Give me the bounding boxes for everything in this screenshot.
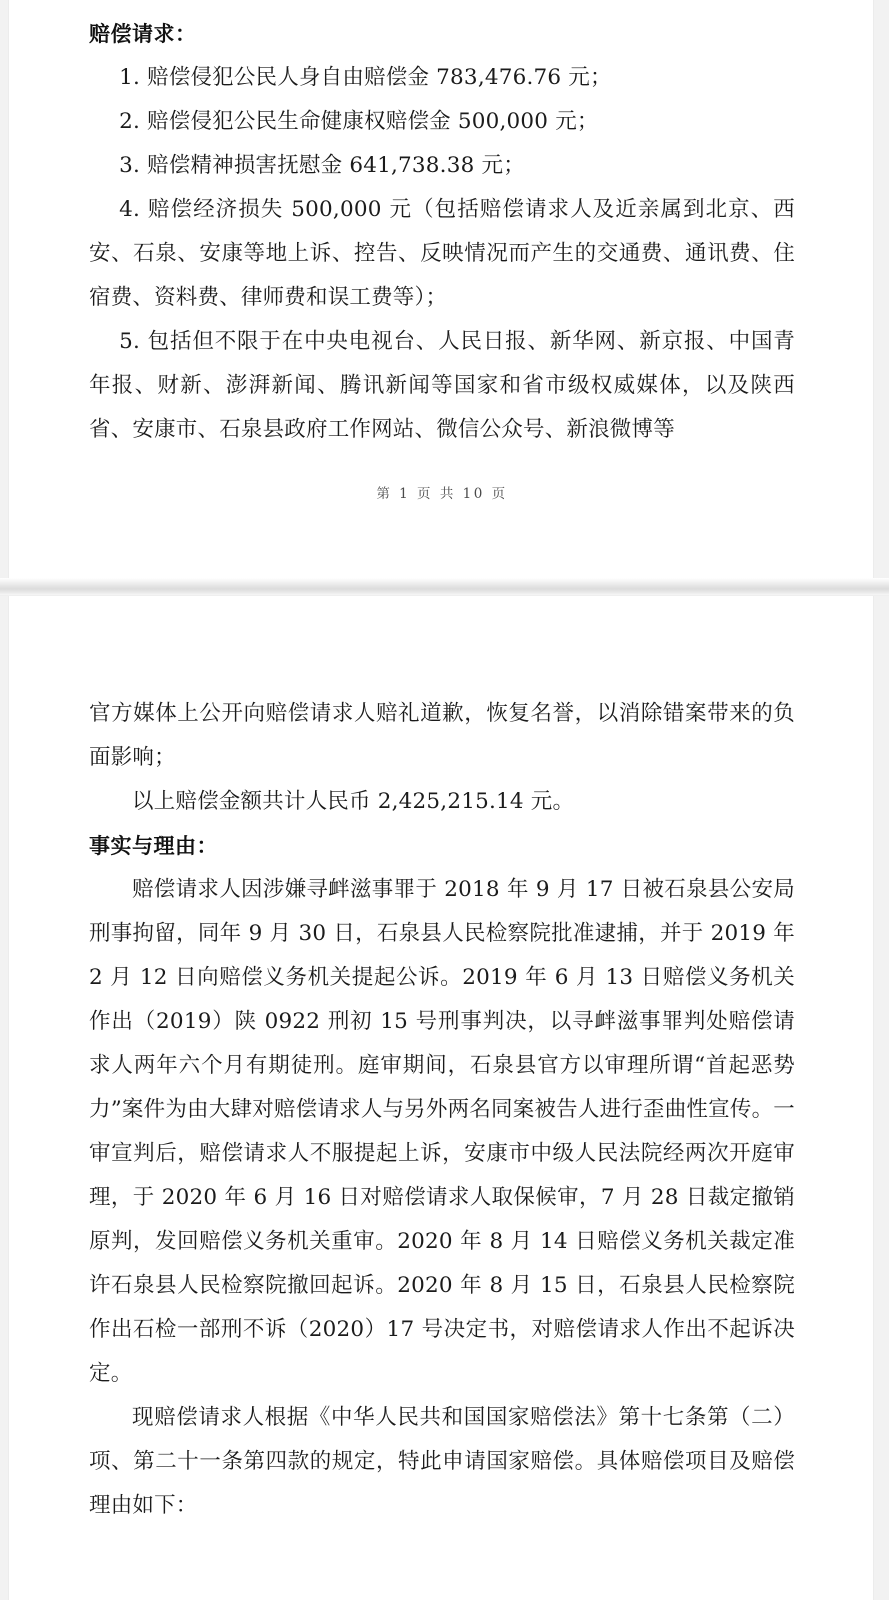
claim-item-4: 4. 赔偿经济损失 500,000 元（包括赔偿请求人及近亲属到北京、西安、石泉、安康等地上诉、控告、反映情况而产生的交通费、通讯费、住宿费、资料费、律师费和误工费等）；: [89, 197, 795, 310]
document-page-2: [8, 596, 874, 1600]
total-compensation-amount: 以上赔偿金额共计人民币 2,425,215.14 元。: [132, 789, 575, 814]
claim-item-3: 3. 赔偿精神损害抚慰金 641,738.38 元；: [119, 153, 525, 178]
case-history-paragraph: 赔偿请求人因涉嫌寻衅滋事罪于 2018 年 9 月 17 日被石泉县公安局刑事拘留，同年 9 月 30 日，石泉县人民检察院批准逮捕，并于 2019 年 2 月 12 日向赔偿义务机关提起公诉。2019 年 6 月 13 日赔偿义务机关作出（2019）陕 0922 刑初 15 号刑事判决，以寻衅滋事罪判处赔偿请求人两年六个月有期徒刑。庭审期间，石泉县官方以审理所谓“首起恶势力”案件为由大肆对赔偿请求人与另外两名同案被告人进行歪曲性宣传。一审宣判后，赔偿请求人不服提起上诉，安康市中级人民法院经两次开庭审理，于 2020 年 6 月 16 日对赔偿请求人取保候审，7 月 28 日裁定撤销原判，发回赔偿义务机关重审。2020 年 8 月 14 日赔偿义务机关裁定准许石泉县人民检察院撤回起诉。2020 年 8 月 15 日，石泉县人民检察院作出石检一部刑不诉（2020）17 号决定书，对赔偿请求人作出不起诉决定。: [89, 877, 795, 1386]
document-page-1: [8, 0, 874, 578]
facts-and-reasons-heading: 事实与理由：: [89, 834, 218, 858]
claim-item-1: 1. 赔偿侵犯公民人身自由赔偿金 783,476.76 元；: [119, 65, 612, 90]
compensation-request-heading: 赔偿请求：: [89, 22, 197, 46]
claim-item-2: 2. 赔偿侵犯公民生命健康权赔偿金 500,000 元；: [119, 109, 599, 134]
page-separator-gap: [0, 578, 889, 596]
claim-item-5: 5. 包括但不限于在中央电视台、人民日报、新华网、新京报、中国青年报、财新、澎湃新闻、腾讯新闻等国家和省市级权威媒体，以及陕西省、安康市、石泉县政府工作网站、微信公众号、新浪微博等: [89, 329, 795, 442]
page-number-footer: 第 1 页 共 10 页: [376, 486, 508, 502]
legal-basis-paragraph: 现赔偿请求人根据《中华人民共和国国家赔偿法》第十七条第（二）项、第二十一条第四款的规定，特此申请国家赔偿。具体赔偿项目及赔偿理由如下：: [89, 1405, 795, 1518]
media-apology-continuation: 官方媒体上公开向赔偿请求人赔礼道歉，恢复名誉，以消除错案带来的负面影响；: [89, 701, 795, 770]
